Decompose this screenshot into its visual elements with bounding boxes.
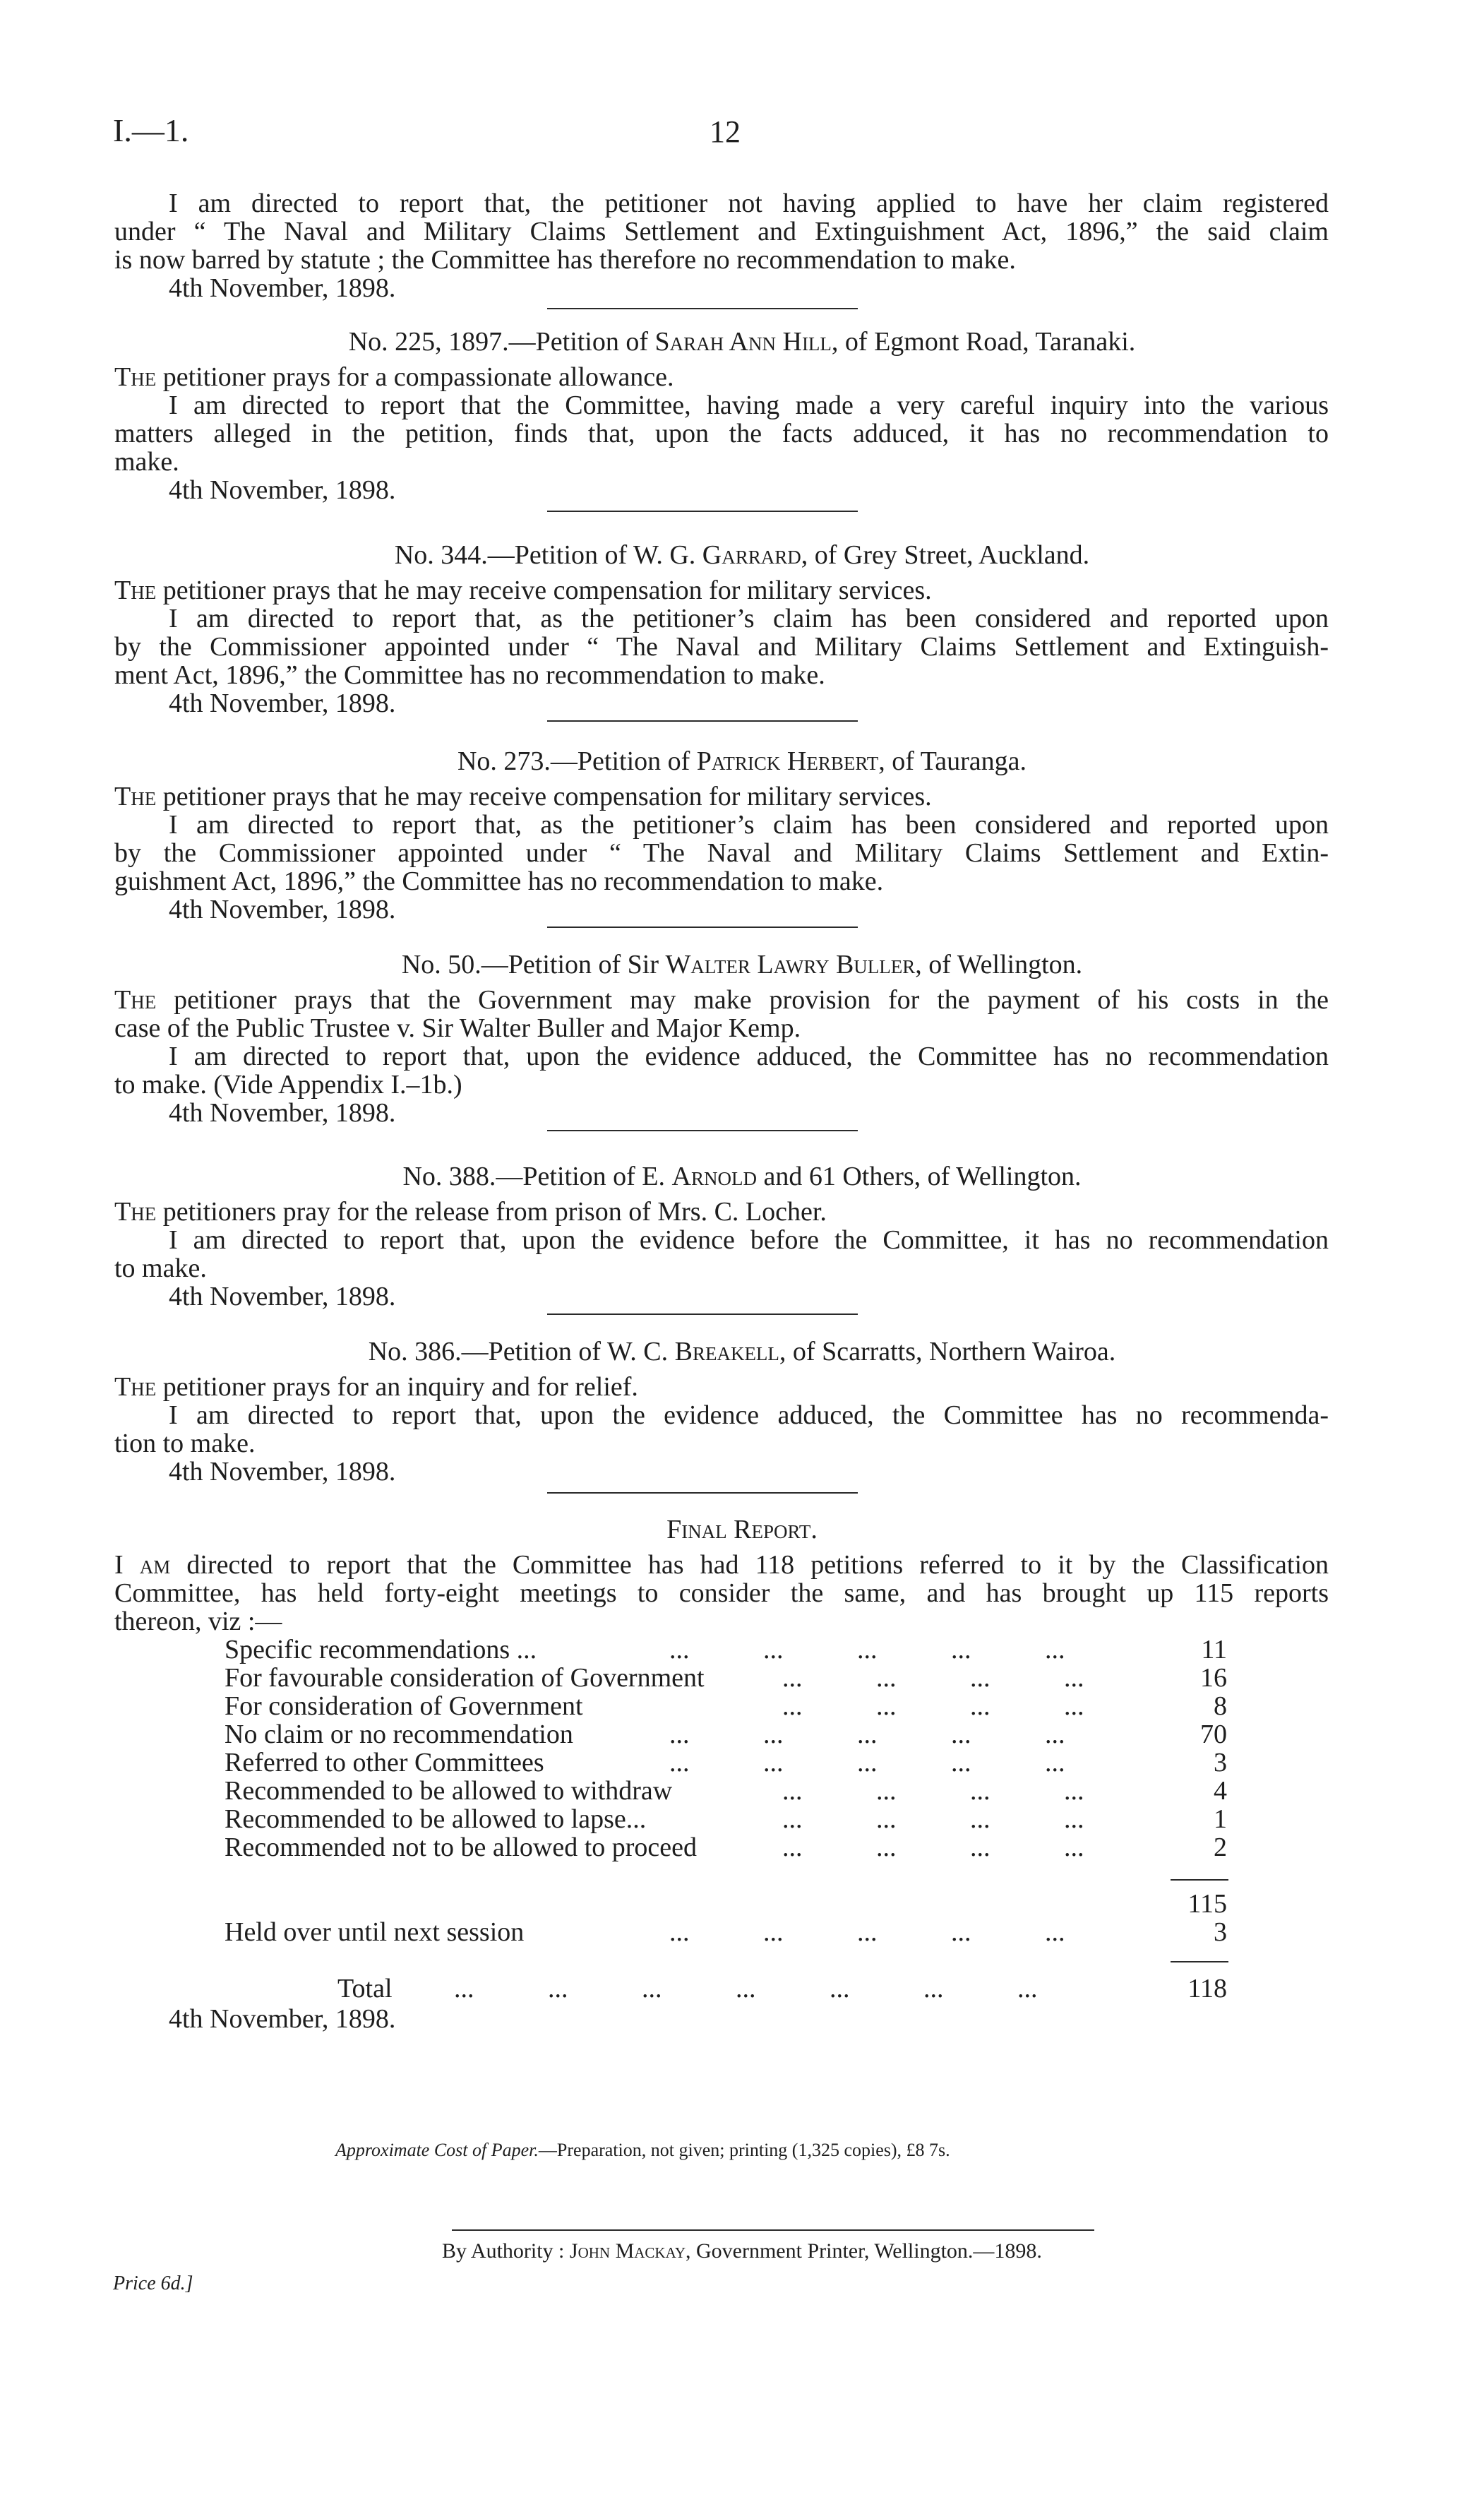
- report-line: ment Act, 1896,” the Committee has no recommendation to make.: [114, 660, 825, 690]
- leader-dots: ... ... ... ... ...: [669, 1720, 1065, 1749]
- intro-line: under “ The Naval and Military Claims Settlement and Extinguishment Act, 1896,” the said claim: [114, 217, 1329, 246]
- table-row: [225, 1663, 1227, 1693]
- row-value: 70: [1200, 1720, 1227, 1749]
- row-value: 11: [1201, 1635, 1227, 1664]
- divider: [547, 1130, 858, 1131]
- cost-note: Approximate Cost of Paper.—Preparation, not given; printing (1,325 copies), £8 7s.: [335, 2140, 950, 2160]
- date-line: 4th November, 1898.: [169, 895, 396, 924]
- report-line: guishment Act, 1896,” the Committee has no recommendation to make.: [114, 866, 884, 896]
- report-line: I am directed to report that the Committee, having made a very careful inquiry into the various: [169, 391, 1329, 420]
- petition-title: No. 225, 1897.—Petition of Sarah Ann Hill, of Egmont Road, Taranaki.: [348, 327, 1136, 357]
- row-label: Referred to other Committees: [225, 1748, 544, 1777]
- total-value: 118: [1187, 1974, 1227, 2003]
- date-line: 4th November, 1898.: [169, 273, 396, 303]
- row-label: Recommended to be allowed to lapse...: [225, 1804, 647, 1834]
- leader-dots: ... ... ... ... ...: [669, 1635, 1065, 1664]
- petitioner-name: Arnold: [671, 1162, 757, 1191]
- table-row: [225, 1691, 1227, 1721]
- row-label: Specific recommendations ...: [225, 1635, 537, 1664]
- final-report-heading: Final Report.: [666, 1515, 818, 1544]
- intro-line: is now barred by statute ; the Committee has therefore no recommendation to make.: [114, 245, 1016, 275]
- date-line: 4th November, 1898.: [169, 1282, 396, 1311]
- row-value: 2: [1214, 1833, 1227, 1862]
- prayer-line: The petitioner prays for a compassionate allowance.: [114, 362, 674, 392]
- row-value: 8: [1214, 1691, 1227, 1721]
- page-number: 12: [710, 114, 741, 149]
- report-line: by the Commissioner appointed under “ The Naval and Military Claims Settlement and Extin-: [114, 838, 1329, 868]
- report-line: I am directed to report that, upon the evidence adduced, the Committee has no recommenda-: [169, 1400, 1329, 1430]
- report-line: tion to make.: [114, 1429, 256, 1458]
- printer-imprint: By Authority : John Mackay, Government Printer, Wellington.—1898.: [442, 2239, 1042, 2263]
- page-ref: I.—1.: [113, 112, 189, 148]
- petition-title: No. 388.—Petition of E. Arnold and 61 Others, of Wellington.: [402, 1162, 1082, 1191]
- leader-dots: ... ... ... ... ... ... ...: [454, 1974, 1038, 2003]
- petitioner-name: Garrard: [702, 540, 801, 570]
- leader-dots: ... ... ... ...: [782, 1691, 1084, 1721]
- leader-dots: ... ... ... ... ...: [669, 1917, 1065, 1947]
- subtotal-row: [225, 1889, 1227, 1919]
- petitioner-name: Patrick Herbert: [696, 746, 879, 776]
- row-label: Held over until next session: [225, 1917, 525, 1947]
- row-label: For consideration of Government: [225, 1691, 583, 1721]
- leader-dots: ... ... ... ...: [782, 1833, 1084, 1862]
- table-row: [225, 1917, 1227, 1947]
- petition-title: No. 344.—Petition of W. G. Garrard, of Grey Street, Auckland.: [394, 540, 1090, 570]
- row-label: Recommended not to be allowed to proceed: [225, 1833, 698, 1862]
- table-row: [225, 1748, 1227, 1777]
- petition-title: No. 50.—Petition of Sir Walter Lawry Buller, of Wellington.: [401, 950, 1083, 979]
- row-value: 3: [1214, 1748, 1227, 1777]
- row-label: Recommended to be allowed to withdraw: [225, 1776, 673, 1806]
- report-line: matters alleged in the petition, finds that, upon the facts adduced, it has no recommendation to: [114, 419, 1329, 448]
- report-line: to make. (Vide Appendix I.–1b.): [114, 1070, 462, 1100]
- divider: [547, 720, 858, 722]
- table-row: [225, 1720, 1227, 1749]
- table-row: [225, 1833, 1227, 1862]
- petition-title: No. 273.—Petition of Patrick Herbert, of Tauranga.: [457, 746, 1027, 776]
- row-label: For favourable consideration of Government: [225, 1663, 705, 1693]
- date-line: 4th November, 1898.: [169, 1098, 396, 1128]
- prayer-line: The petitioner prays that he may receive compensation for military services.: [114, 576, 932, 605]
- final-report-line: I am directed to report that the Committee has had 118 petitions referred to it by the Classification: [114, 1550, 1329, 1580]
- price-label: Price 6d.]: [113, 2272, 193, 2294]
- prayer-line: The petitioner prays for an inquiry and for relief.: [114, 1372, 638, 1402]
- divider: [547, 927, 858, 928]
- intro-line: I am directed to report that, the petitioner not having applied to have her claim registered: [169, 189, 1329, 218]
- prayer-line: The petitioner prays that the Government may make provision for the payment of his costs in the: [114, 985, 1329, 1015]
- sum-rule: [1171, 1961, 1228, 1962]
- date-line: 4th November, 1898.: [169, 475, 396, 505]
- report-line: I am directed to report that, upon the evidence adduced, the Committee has no recommendation: [169, 1042, 1329, 1071]
- report-line: make.: [114, 447, 179, 477]
- subtotal-value: 115: [1187, 1889, 1227, 1919]
- petition-title: No. 386.—Petition of W. C. Breakell, of Scarratts, Northern Wairoa.: [368, 1337, 1116, 1366]
- final-report-line: thereon, viz :—: [114, 1607, 282, 1636]
- row-value: 3: [1214, 1917, 1227, 1947]
- leader-dots: ... ... ... ...: [782, 1776, 1084, 1806]
- report-line: I am directed to report that, as the petitioner’s claim has been considered and reported upon: [169, 810, 1329, 840]
- divider: [547, 1492, 858, 1494]
- report-line: I am directed to report that, as the petitioner’s claim has been considered and reported upon: [169, 604, 1329, 633]
- divider: [547, 308, 858, 309]
- total-row: [225, 1974, 1227, 2003]
- petitioner-name: Sarah Ann Hill: [654, 327, 832, 357]
- petitioner-name: Walter Lawry Buller: [665, 950, 916, 979]
- total-label: Total: [337, 1974, 393, 2003]
- row-value: 16: [1200, 1663, 1227, 1693]
- row-label: No claim or no recommendation: [225, 1720, 573, 1749]
- date-line: 4th November, 1898.: [169, 1457, 396, 1487]
- sum-rule: [1171, 1879, 1228, 1881]
- table-row: [225, 1635, 1227, 1664]
- date-line: 4th November, 1898.: [169, 2004, 396, 2034]
- table-row: [225, 1804, 1227, 1834]
- leader-dots: ... ... ... ... ...: [669, 1748, 1065, 1777]
- row-value: 1: [1214, 1804, 1227, 1834]
- divider: [452, 2229, 1094, 2231]
- prayer-line: The petitioner prays that he may receive compensation for military services.: [114, 782, 932, 811]
- report-line: I am directed to report that, upon the evidence before the Committee, it has no recommendation: [169, 1225, 1329, 1255]
- row-value: 4: [1214, 1776, 1227, 1806]
- report-line: by the Commissioner appointed under “ The Naval and Military Claims Settlement and Extinguish-: [114, 632, 1329, 662]
- report-line: to make.: [114, 1253, 207, 1283]
- divider: [547, 1313, 858, 1315]
- divider: [547, 511, 858, 512]
- leader-dots: ... ... ... ...: [782, 1663, 1084, 1693]
- prayer-line: The petitioners pray for the release from prison of Mrs. C. Locher.: [114, 1197, 827, 1227]
- petitioner-name: Breakell: [674, 1337, 779, 1366]
- table-row: [225, 1776, 1227, 1806]
- prayer-line: case of the Public Trustee v. Sir Walter Buller and Major Kemp.: [114, 1013, 801, 1043]
- date-line: 4th November, 1898.: [169, 689, 396, 718]
- leader-dots: ... ... ... ...: [782, 1804, 1084, 1834]
- final-report-line: Committee, has held forty-eight meetings to consider the same, and has brought up 115 reports: [114, 1578, 1329, 1608]
